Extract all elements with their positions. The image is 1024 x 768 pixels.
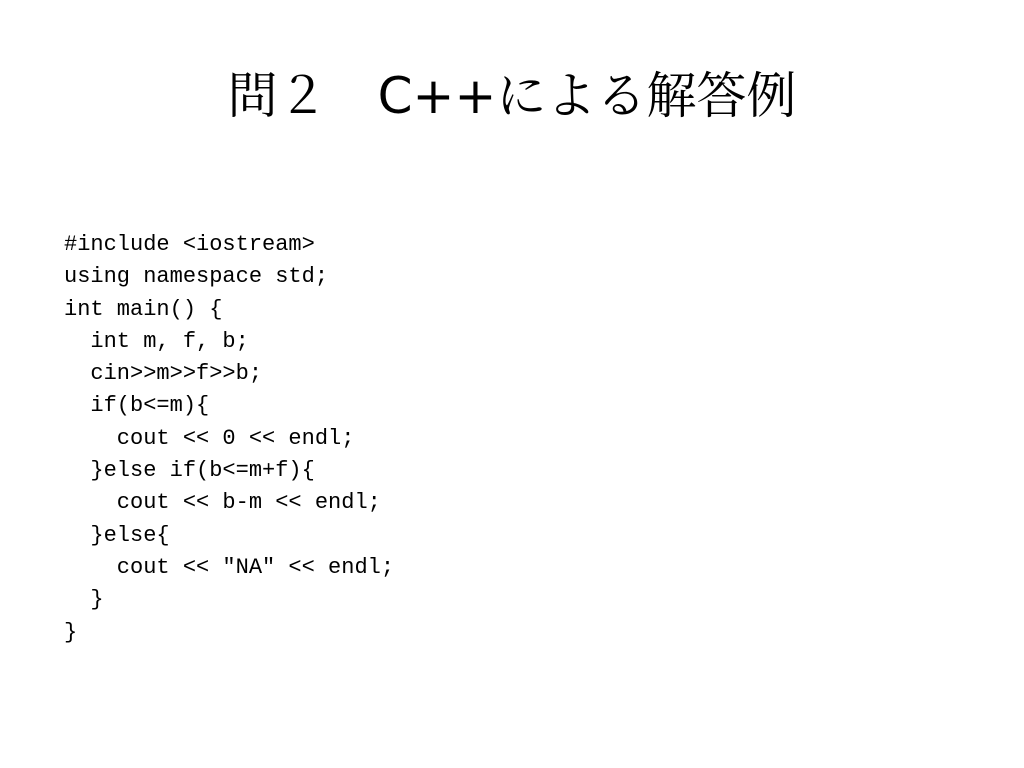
code-line: cout << b-m << endl; — [64, 490, 381, 516]
code-line: cout << 0 << endl; — [64, 425, 355, 451]
code-line: } — [64, 619, 78, 645]
code-line: }else if(b<=m+f){ — [64, 458, 315, 484]
code-line: int m, f, b; — [64, 328, 249, 354]
code-line: using namespace std; — [64, 264, 329, 290]
code-line: } — [64, 587, 104, 613]
code-line: cout << "NA" << endl; — [64, 554, 395, 580]
code-line: }else{ — [64, 522, 170, 548]
code-line: int main() { — [64, 296, 223, 322]
code-line: #include <iostream> — [64, 232, 315, 257]
code-block — [64, 229, 394, 649]
slide-title: 問２ C++による解答例 — [227, 67, 797, 125]
code-line: cin>>m>>f>>b; — [64, 361, 263, 387]
code-line: if(b<=m){ — [64, 393, 210, 419]
